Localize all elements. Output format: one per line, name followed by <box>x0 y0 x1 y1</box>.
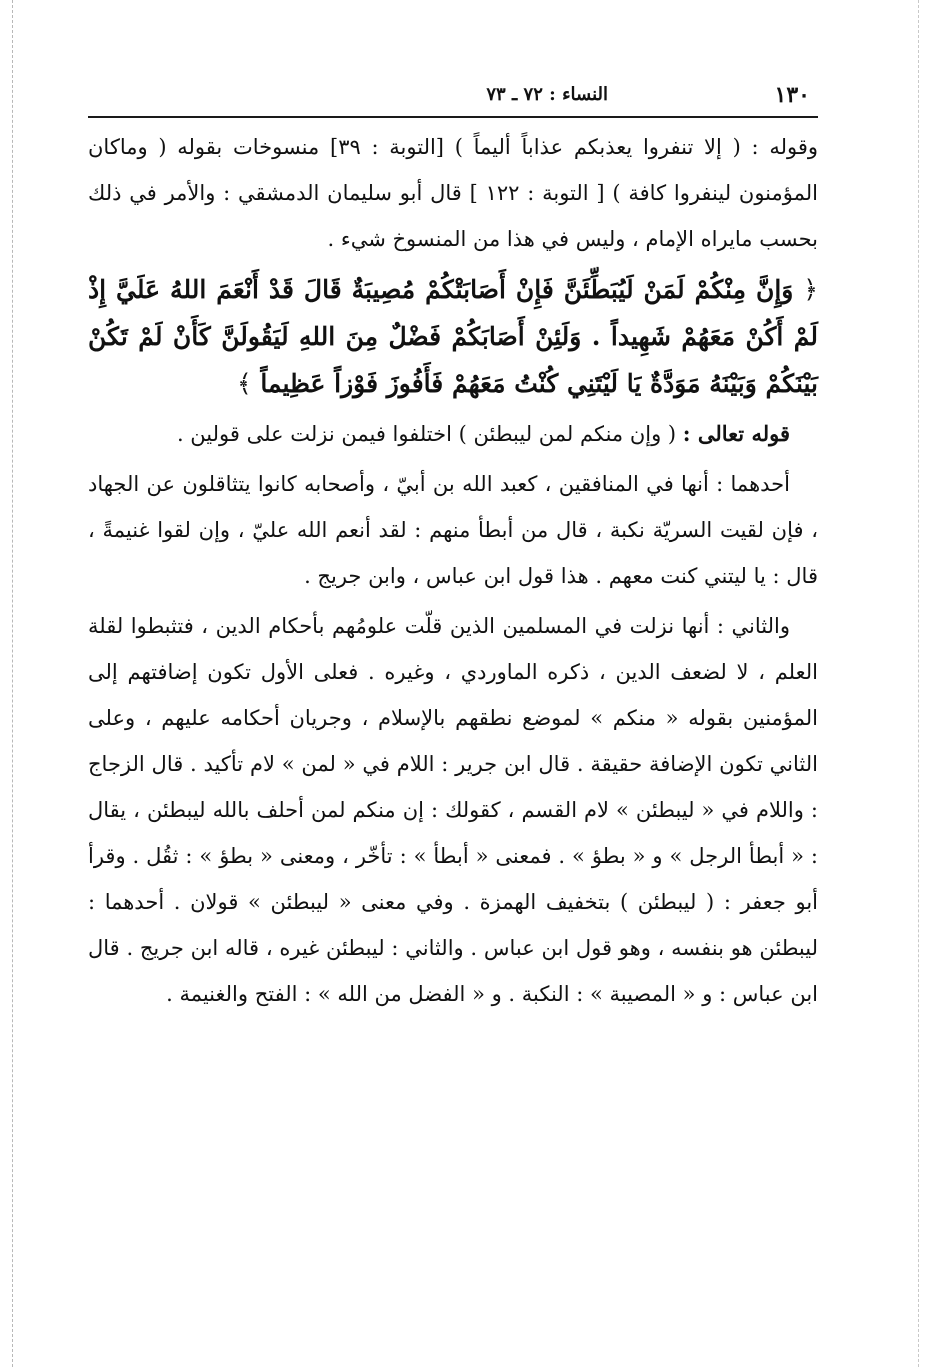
verse-text: وَإِنَّ مِنْكُمْ لَمَنْ لَيُبَطِّئَنَّ فَإِنْ أَصَابَتْكُمْ مُصِيبَةٌ قَالَ قَدْ أَنْعَمَ اللهُ عَلَيَّ إِذْ لَمْ أَكُنْ مَعَهُمْ شَهِيداً . وَلَئِنْ أَصَابَكُمْ فَضْلٌ مِنَ اللهِ لَيَقُولَنَّ كَأَنْ لَمْ تَكُنْ بَيْنَكُمْ وَبَيْنَهُ مَوَدَّةٌ يَا لَيْتَنِي كُنْتُ مَعَهُمْ فَأَفُوزَ فَوْزاً عَظِيماً <box>88 275 818 398</box>
intro-paragraph: وقوله : ( إلا تنفروا يعذبكم عذاباً أليماً ) [التوبة : ٣٩] منسوخات بقوله ( وماكان المؤمنون لينفروا كافة ) [ التوبة : ١٢٢ ] قال أبو سليمان الدمشقي : والأمر في ذلك بحسب مايراه الإمام ، وليس في هذا من المنسوخ شيء . <box>88 135 818 251</box>
scan-edge-left <box>12 0 13 1367</box>
page-number: ١٣٠ <box>774 82 810 108</box>
commentary-heading <box>88 411 818 457</box>
commentary-lead: قوله تعالى : <box>682 421 790 446</box>
paragraph-second-opinion: والثاني : أنها نزلت في المسلمين الذين قلّت علومُهم بأحكام الدين ، فتثبطوا لقلة العلم ، لا لضعف الدين ، ذكره الماوردي ، وغيره . فعلى الأول تكون إضافتهم إلى المؤمنين بقوله « منكم » لموضع نطقهم بالإسلام ، وجريان أحكامه عليهم ، وعلى الثاني تكون الإضافة حقيقة . قال ابن جرير : اللام في « لمن » لام تأكيد . قال الزجاج : واللام في « ليبطئن » لام القسم ، كقولك : إن منكم لمن أحلف بالله ليبطئن ، يقال : « أبطأ الرجل » و « بطؤ » . فمعنى « أبطأ » : تأخّر ، ومعنى « بطؤ » : ثقُل . وقرأ أبو جعفر : ( ليبطئن ) بتخفيف الهمزة . وفي معنى « ليبطئن » قولان . أحدهما : ليبطئن هو بنفسه ، وهو قول ابن عباس . والثاني : ليبطئن غيره ، قاله ابن جريج . قال ابن عباس : و « المصيبة » : النكبة . و « الفضل من الله » : الفتح والغنيمة . <box>88 614 818 1006</box>
quran-verse <box>88 266 818 407</box>
book-page <box>88 78 818 1017</box>
scan-edge-right <box>918 0 919 1367</box>
verse-open-bracket: ﴿ <box>803 275 818 304</box>
running-title: النساء : ٧٢ ـ ٧٣ <box>486 84 608 105</box>
commentary-heading-text: ( وإن منكم لمن ليبطئن ) اختلفوا فيمن نزلت على قولين . <box>176 422 677 446</box>
page-header <box>88 78 818 118</box>
verse-close-bracket: ﴾ <box>237 369 252 398</box>
paragraph-first-opinion: أحدهما : أنها في المنافقين ، كعبد الله بن أبيّ ، وأصحابه كانوا يتثاقلون عن الجهاد ، فإن لقيت السريّة نكبة ، قال من أبطأ منهم : لقد أنعم الله عليّ ، وإن لقوا غنيمةً ، قال : يا ليتني كنت معهم . هذا قول ابن عباس ، وابن جريج . <box>88 472 818 588</box>
